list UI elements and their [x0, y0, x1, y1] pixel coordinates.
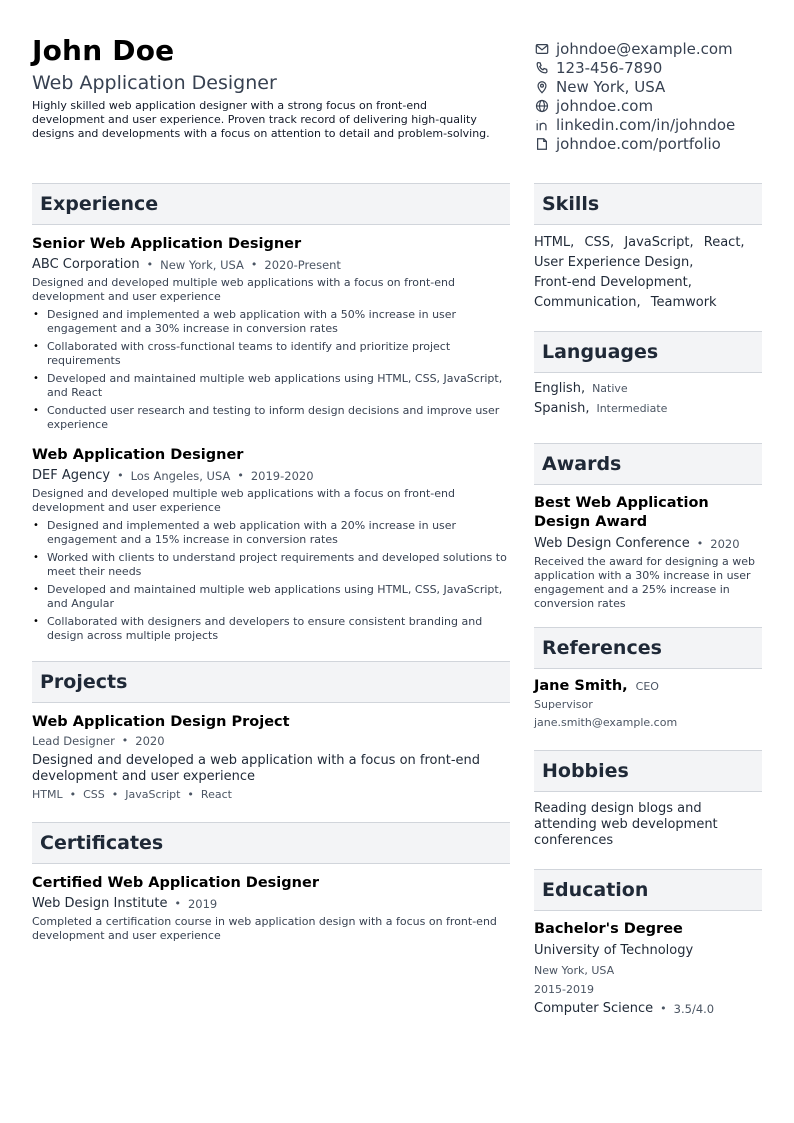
contact-location — [534, 77, 764, 96]
language-level: Intermediate — [596, 402, 668, 415]
skill-item: HTML, — [534, 235, 575, 250]
list-item — [32, 308, 510, 336]
education-location: New York, USA — [534, 964, 615, 977]
project-tag: HTML — [32, 788, 63, 801]
bullet-icon: • — [33, 341, 39, 352]
bullet-text: Worked with clients to understand project requirements and developed solutions to meet their needs — [47, 551, 507, 578]
separator-dot: • — [250, 258, 258, 271]
bullet-text: Conducted user research and testing to inform design decisions and improve user experience — [47, 404, 500, 431]
separator-dot: • — [237, 469, 244, 482]
reference-name: Jane Smith, — [534, 678, 628, 694]
award-issuer: Web Design Conference — [534, 536, 690, 551]
bullet-icon: • — [33, 616, 39, 627]
experience-company: ABC Corporation — [32, 257, 140, 272]
education-degree: Bachelor's Degree — [534, 921, 683, 937]
contact-linkedin-text: linkedin.com/in/johndoe — [556, 115, 736, 134]
summary: Highly skilled web application designer with a strong focus on front-end development and user experience. Proven track record of delivering high-quality designs and developments with a focus on attention to detail and problem-solving. — [32, 99, 490, 140]
section-heading-projects: Projects — [32, 661, 510, 703]
bullet-text: Developed and maintained multiple web applications using HTML, CSS, JavaScript, and Angular — [47, 583, 503, 610]
skill-item: React, — [703, 235, 745, 250]
certificate-issuer: Web Design Institute — [32, 896, 168, 911]
contact-portfolio-text: johndoe.com/portfolio — [556, 134, 721, 153]
contact-location-text: New York, USA — [556, 77, 666, 96]
contact-linkedin[interactable] — [534, 115, 764, 134]
experience-bullets — [32, 308, 510, 432]
experience-company: DEF Agency — [32, 468, 111, 483]
education-school: University of Technology — [534, 943, 694, 958]
list-item — [32, 372, 510, 400]
skill-item: Communication, — [534, 295, 641, 310]
separator-dot: • — [187, 788, 194, 801]
experience-dates: 2019-2020 — [250, 469, 314, 483]
bullet-text: Collaborated with designers and developers to ensure consistent branding and design across multiple projects — [47, 615, 483, 642]
languages-list — [534, 379, 762, 419]
separator-dot: • — [174, 897, 181, 910]
certificate-description: Completed a certification course in web application design with a focus on front-end development and user experience — [32, 915, 497, 942]
contact-website-text: johndoe.com — [556, 96, 654, 115]
award-year: 2020 — [710, 537, 740, 551]
section-heading-skills: Skills — [534, 183, 762, 225]
language-level: Native — [592, 382, 628, 395]
list-item — [32, 615, 510, 643]
project-tag: CSS — [83, 788, 105, 801]
bullet-icon: • — [33, 309, 39, 320]
project-tag: React — [200, 788, 232, 801]
experience-title: Senior Web Application Designer — [32, 236, 302, 252]
skill-item: CSS, — [584, 235, 615, 250]
experience-description: Designed and developed multiple web applications with a focus on front-end development and user experience — [32, 487, 456, 514]
experience-meta — [32, 468, 510, 484]
certificate-meta — [32, 896, 510, 912]
skill-item: Front-end Development, — [534, 275, 692, 290]
separator-dot: • — [111, 788, 119, 801]
bullet-text: Designed and implemented a web application with a 20% increase in user engagement and a 15% increase in conversion rates — [47, 519, 457, 546]
location-icon — [534, 79, 550, 95]
bullet-icon: • — [33, 552, 39, 563]
list-item — [32, 340, 510, 368]
separator-dot: • — [146, 258, 154, 271]
contact-list — [534, 39, 764, 153]
resume-header — [32, 32, 762, 162]
award-description: Received the award for designing a web application with a 30% increase in user engagement and a 25% increase in conversion rates — [534, 555, 755, 610]
section-heading-certificates: Certificates — [32, 822, 510, 864]
contact-email[interactable] — [534, 39, 764, 58]
experience-meta — [32, 257, 510, 273]
list-item — [32, 583, 510, 611]
project-meta — [32, 733, 510, 749]
section-heading-languages: Languages — [534, 331, 762, 373]
list-item — [32, 404, 510, 432]
reference-item — [534, 677, 762, 732]
list-item — [32, 519, 510, 547]
experience-item — [32, 235, 510, 432]
separator-dot: • — [117, 469, 124, 482]
reference-role: CEO — [635, 680, 659, 693]
phone-icon — [534, 60, 550, 76]
bullet-text: Designed and implemented a web application with a 50% increase in user engagement and a 30% increase in conversion rates — [47, 308, 457, 335]
section-heading-awards: Awards — [534, 443, 762, 485]
skill-item: Teamwork — [650, 295, 717, 310]
education-field: Computer Science — [534, 1001, 654, 1016]
separator-dot: • — [69, 788, 77, 801]
section-heading-hobbies: Hobbies — [534, 750, 762, 792]
list-item — [32, 551, 510, 579]
project-role: Lead Designer — [32, 734, 115, 748]
skills-list — [534, 233, 762, 313]
education-gpa: 3.5/4.0 — [673, 1002, 715, 1016]
contact-email-text: johndoe@example.com — [556, 39, 733, 58]
left-column — [32, 183, 510, 943]
section-heading-experience: Experience — [32, 183, 510, 225]
hobbies-text: Reading design blogs and attending web development conferences — [534, 801, 718, 848]
experience-title: Web Application Designer — [32, 447, 244, 463]
education-dates: 2015-2019 — [534, 983, 594, 996]
portfolio-icon — [534, 136, 550, 152]
right-column — [534, 183, 762, 1017]
education-meta — [534, 1001, 762, 1017]
reference-header — [534, 677, 762, 696]
reference-email[interactable]: jane.smith@example.com — [534, 716, 678, 729]
award-title: Best Web Application Design Award — [534, 495, 709, 530]
experience-dates: 2020-Present — [264, 258, 341, 272]
bullet-text: Collaborated with cross-functional teams to identify and prioritize project requirements — [47, 340, 451, 367]
experience-item — [32, 446, 510, 643]
certificate-title: Certified Web Application Designer — [32, 875, 319, 891]
linkedin-icon — [534, 117, 550, 133]
bullet-icon: • — [33, 584, 39, 595]
education-item — [534, 920, 762, 1017]
separator-dot: • — [696, 537, 704, 550]
separator-dot: • — [121, 734, 129, 747]
project-year: 2020 — [135, 734, 165, 748]
skill-item: User Experience Design, — [534, 255, 694, 270]
contact-portfolio[interactable] — [534, 134, 764, 153]
language-name: English, — [534, 381, 586, 396]
award-meta — [534, 536, 762, 552]
award-item — [534, 494, 762, 611]
contact-website[interactable] — [534, 96, 764, 115]
email-icon — [534, 41, 550, 57]
reference-relation: Supervisor — [534, 698, 593, 711]
project-item — [32, 713, 510, 802]
certificate-year: 2019 — [187, 897, 218, 911]
project-tag: JavaScript — [125, 788, 181, 801]
contact-phone-text: 123-456-7890 — [556, 58, 663, 77]
bullet-icon: • — [33, 405, 39, 416]
section-heading-education: Education — [534, 869, 762, 911]
job-title: Web Application Designer — [32, 72, 277, 94]
experience-bullets — [32, 519, 510, 643]
person-name: John Doe — [32, 34, 175, 67]
section-heading-references: References — [534, 627, 762, 669]
skill-item: JavaScript, — [624, 235, 694, 250]
globe-icon — [534, 98, 550, 114]
language-item — [534, 379, 762, 399]
project-tags — [32, 788, 510, 802]
bullet-icon: • — [33, 373, 39, 384]
project-title: Web Application Design Project — [32, 714, 290, 730]
project-description: Designed and developed a web application with a focus on front-end development and user experience — [32, 753, 481, 784]
experience-location: Los Angeles, USA — [130, 469, 231, 483]
language-name: Spanish, — [534, 401, 590, 416]
contact-phone[interactable] — [534, 58, 764, 77]
language-item — [534, 399, 762, 419]
experience-description: Designed and developed multiple web applications with a focus on front-end development and user experience — [32, 276, 456, 303]
experience-location: New York, USA — [160, 258, 244, 272]
bullet-icon: • — [33, 520, 39, 531]
bullet-text: Developed and maintained multiple web applications using HTML, CSS, JavaScript, and React — [47, 372, 503, 399]
certificate-item — [32, 874, 510, 943]
separator-dot: • — [660, 1002, 667, 1015]
